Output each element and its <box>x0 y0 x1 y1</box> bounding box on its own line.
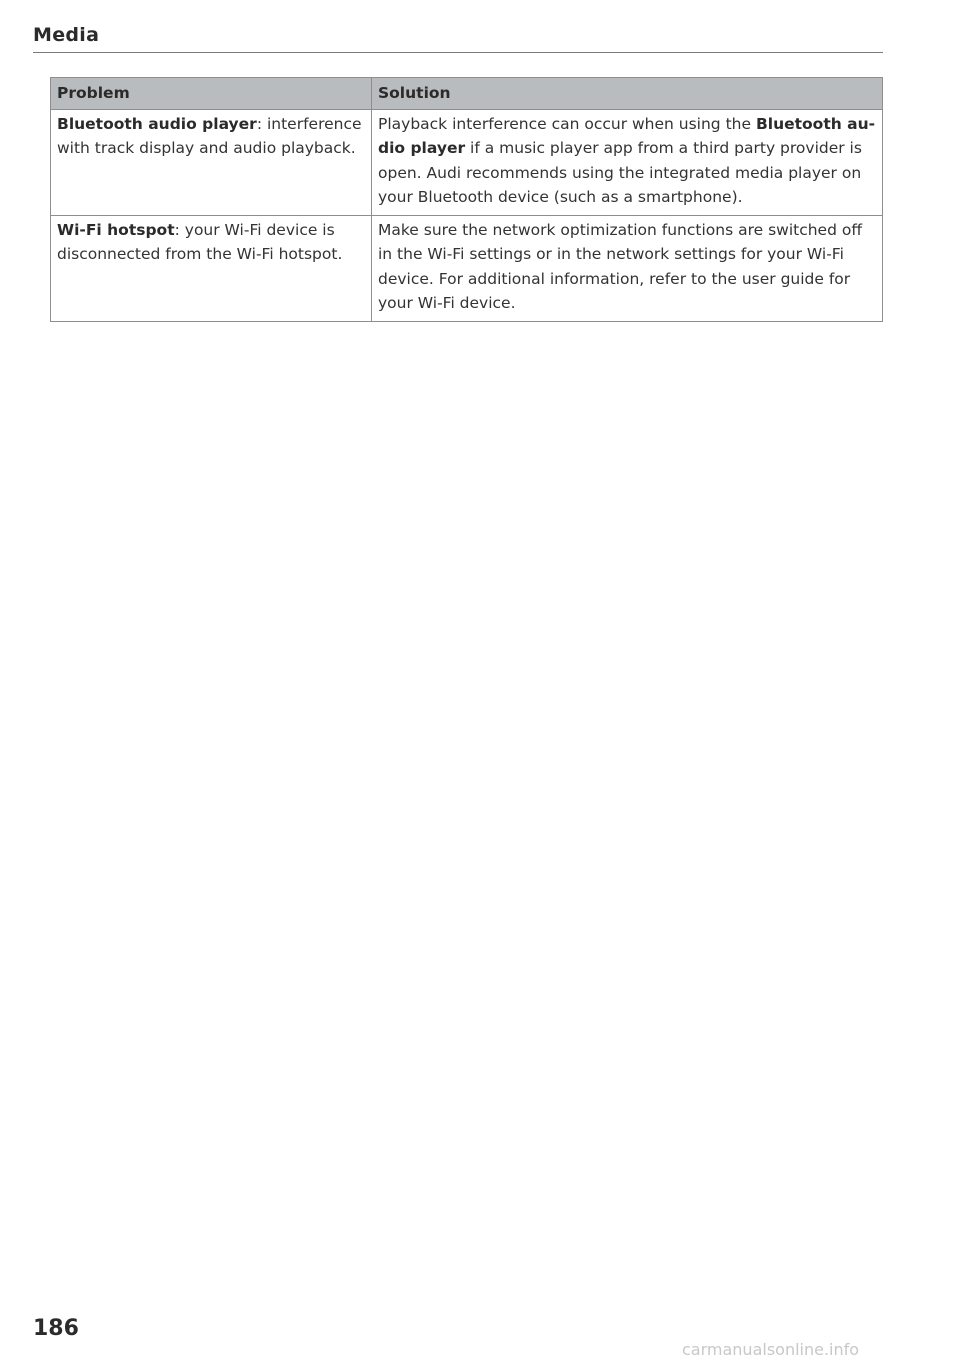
column-header-problem: Problem <box>51 78 372 110</box>
section-title: Media <box>33 24 100 46</box>
problem-cell <box>51 215 372 321</box>
column-header-solution: Solution <box>372 78 883 110</box>
solution-cell <box>372 215 883 321</box>
problem-cell <box>51 109 372 215</box>
page-number: 186 <box>33 1316 79 1341</box>
problem-term: Bluetooth audio player <box>57 114 257 133</box>
table-row <box>51 109 883 215</box>
problem-term: Wi-Fi hotspot <box>57 220 175 239</box>
watermark: carmanualsonline.info <box>682 1340 860 1359</box>
troubleshooting-table <box>50 77 883 322</box>
problem-description: : your Wi-Fi device is disconnected from the Wi-Fi hotspot. <box>57 220 343 263</box>
header-divider <box>33 52 883 53</box>
problem-description: : interference with track display and audio playback. <box>57 114 362 157</box>
table-row <box>51 215 883 321</box>
solution-text: Make sure the network optimization functions are switched off in the Wi-Fi settings or in the network settings for your Wi-Fi device. For additional information, refer to the user guide for your Wi-Fi device. <box>378 220 863 312</box>
solution-text-start: Playback interference can occur when using the <box>378 114 756 133</box>
solution-cell <box>372 109 883 215</box>
solution-text-end: if a music player app from a third party provider is open. Audi recommends using the integrated media player on your Bluetooth device (such as a smartphone). <box>378 139 862 206</box>
solution-term: Bluetooth au-dio player <box>378 114 876 157</box>
table-header-row <box>51 78 883 110</box>
